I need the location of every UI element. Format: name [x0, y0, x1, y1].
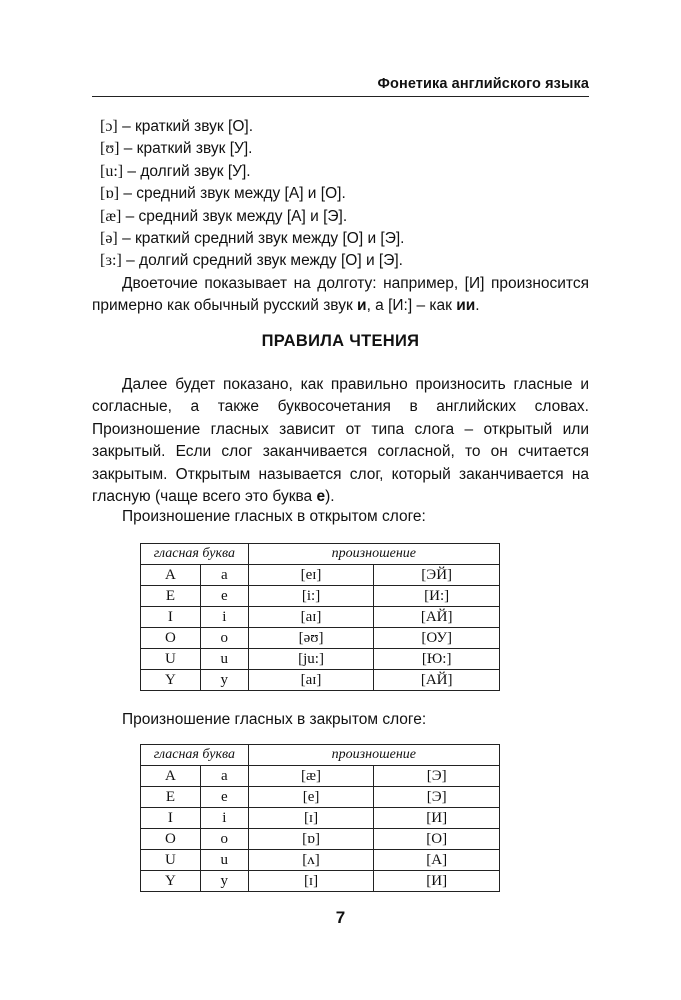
uppercase-letter: I [141, 607, 201, 628]
lowercase-letter: e [200, 586, 248, 607]
colon-note-text: Двоеточие показывает на долготу: например, [И] произносится примерно как обычный русский звук [92, 275, 589, 315]
table-header-row [141, 745, 500, 766]
table-row [141, 808, 500, 829]
uppercase-letter: O [141, 628, 201, 649]
sound-line [100, 138, 404, 160]
transcription: [ɪ] [248, 808, 374, 829]
uppercase-letter: E [141, 586, 201, 607]
sound-description: – долгий средний звук между [О] и [Э]. [121, 252, 403, 270]
sound-line [100, 116, 404, 138]
open-syllable-table [140, 543, 500, 691]
table-row [141, 787, 500, 808]
lowercase-letter: a [200, 766, 248, 787]
transcription: [ɒ] [248, 829, 374, 850]
transcription: [aɪ] [248, 670, 374, 691]
colon-note-text: , а [И:] – как [366, 297, 457, 315]
lowercase-letter: u [200, 850, 248, 871]
uppercase-letter: Y [141, 670, 201, 691]
russian-sound: [А] [374, 850, 500, 871]
uppercase-letter: A [141, 766, 201, 787]
open-syllable-caption: Произношение гласных в открытом слоге: [122, 508, 426, 525]
transcription: [eɪ] [248, 565, 374, 586]
sound-line [100, 161, 404, 183]
table-row [141, 829, 500, 850]
lowercase-letter: o [200, 628, 248, 649]
page-number: 7 [335, 908, 346, 927]
russian-sound: [ОУ] [374, 628, 500, 649]
table-row [141, 649, 500, 670]
russian-sound: [ЭЙ] [374, 565, 500, 586]
table-row [141, 766, 500, 787]
table-row [141, 607, 500, 628]
table-row [141, 586, 500, 607]
header-letter: гласная буква [141, 745, 249, 766]
transcription: [əʊ] [248, 628, 374, 649]
header-pronunciation: произношение [248, 745, 499, 766]
sound-line [100, 228, 404, 250]
sound-symbol: [ɔ] [100, 118, 118, 135]
colon-note-text: . [475, 297, 480, 315]
table-row [141, 670, 500, 691]
intro-bold: е [316, 488, 326, 506]
header-pronunciation: произношение [248, 544, 499, 565]
closed-syllable-caption: Произношение гласных в закрытом слоге: [122, 711, 427, 728]
russian-sound: [И] [374, 871, 500, 892]
sound-list [100, 116, 404, 273]
russian-sound: [Э] [374, 766, 500, 787]
lowercase-letter: a [200, 565, 248, 586]
transcription: [ɪ] [248, 871, 374, 892]
table-row [141, 628, 500, 649]
intro-paragraph [92, 374, 589, 508]
colon-note-bold: ии [456, 297, 476, 315]
sound-description: – долгий звук [У]. [123, 162, 251, 180]
lowercase-letter: o [200, 829, 248, 850]
sound-symbol: [æ] [100, 207, 122, 225]
russian-sound: [О] [374, 829, 500, 850]
sound-line [100, 206, 404, 228]
table-row [141, 565, 500, 586]
sound-line [100, 250, 404, 272]
intro-text: ). [325, 488, 335, 506]
transcription: [e] [248, 787, 374, 808]
lowercase-letter: u [200, 649, 248, 670]
colon-note-paragraph [92, 273, 589, 318]
russian-sound: [Э] [374, 787, 500, 808]
transcription: [aɪ] [248, 607, 374, 628]
header-rule [92, 96, 589, 97]
sound-description: – краткий звук [О]. [117, 118, 253, 135]
russian-sound: [АЙ] [374, 670, 500, 691]
lowercase-letter: i [200, 808, 248, 829]
uppercase-letter: O [141, 829, 201, 850]
transcription: [æ] [248, 766, 374, 787]
running-header: Фонетика английского языка [377, 76, 589, 92]
lowercase-letter: i [200, 607, 248, 628]
lowercase-letter: e [200, 787, 248, 808]
russian-sound: [АЙ] [374, 607, 500, 628]
closed-syllable-table [140, 744, 500, 892]
transcription: [ʌ] [248, 850, 374, 871]
table-row [141, 850, 500, 871]
lowercase-letter: y [200, 871, 248, 892]
sound-line [100, 183, 404, 205]
transcription: [i:] [248, 586, 374, 607]
uppercase-letter: A [141, 565, 201, 586]
colon-note-bold: и [357, 297, 367, 315]
russian-sound: [И:] [374, 586, 500, 607]
table-row [141, 871, 500, 892]
uppercase-letter: U [141, 649, 201, 670]
sound-symbol: [ə] [100, 230, 118, 248]
russian-sound: [Ю:] [374, 649, 500, 670]
sound-description: – средний звук между [А] и [Э]. [121, 207, 348, 225]
russian-sound: [И] [374, 808, 500, 829]
lowercase-letter: y [200, 670, 248, 691]
table-header-row [141, 544, 500, 565]
uppercase-letter: Y [141, 871, 201, 892]
uppercase-letter: U [141, 850, 201, 871]
sound-description: – краткий звук [У]. [119, 140, 253, 158]
sound-symbol: [ʊ] [100, 140, 120, 158]
sound-symbol: [ɜ:] [100, 252, 122, 270]
sound-description: – краткий средний звук между [О] и [Э]. [117, 230, 405, 248]
transcription: [ju:] [248, 649, 374, 670]
section-heading: ПРАВИЛА ЧТЕНИЯ [261, 332, 420, 350]
uppercase-letter: E [141, 787, 201, 808]
uppercase-letter: I [141, 808, 201, 829]
sound-description: – средний звук между [А] и [О]. [119, 185, 346, 203]
sound-symbol: [u:] [100, 162, 124, 180]
sound-symbol: [ɒ] [100, 185, 120, 203]
header-letter: гласная буква [141, 544, 249, 565]
intro-text: Далее будет показано, как правильно произносить гласные и согласные, а также буквосочетания в английских словах. Произношение гласных зависит от типа слога – открытый или закрытый. Если слог заканчивается согласной, то он считается закрытым. Открытым называется слог, который заканчивается на гласную (чаще всего это буква [92, 376, 589, 506]
